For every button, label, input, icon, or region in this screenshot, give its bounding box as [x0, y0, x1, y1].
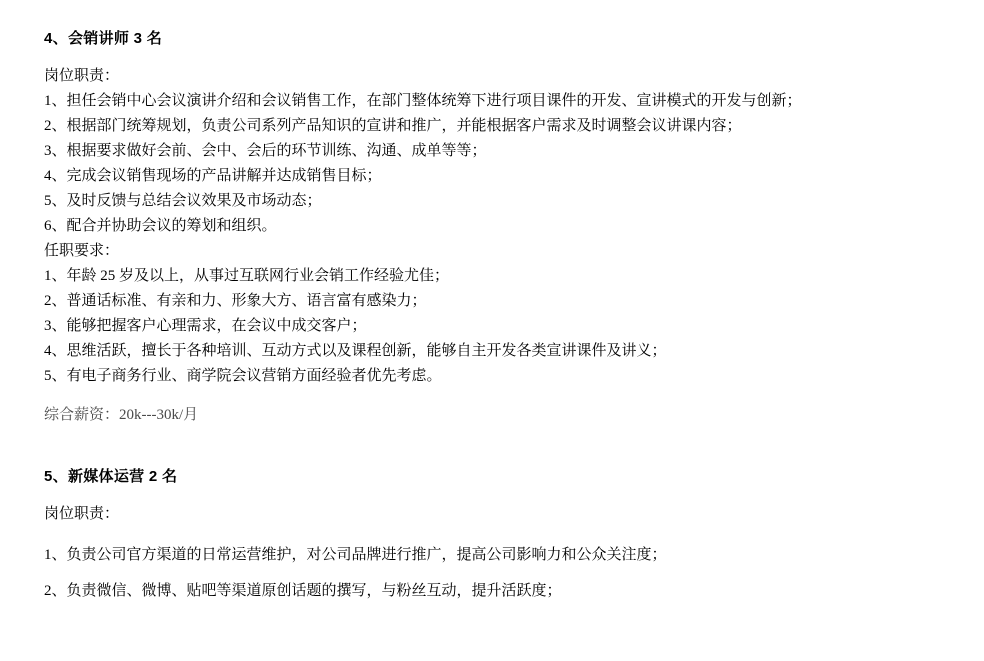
job-section-1: [44, 28, 940, 428]
duty-item: 1、负责公司官方渠道的日常运营维护，对公司品牌进行推广，提高公司影响力和公众关注度；: [44, 547, 667, 563]
requirement-item: 4、思维活跃，擅长于各种培训、互动方式以及课程创新，能够自主开发各类宣讲课件及讲义；: [44, 343, 667, 359]
requirement-item: 2、普通话标准、有亲和力、形象大方、语言富有感染力；: [44, 293, 427, 309]
requirements-label: 任职要求：: [44, 243, 120, 259]
duty-item: 5、及时反馈与总结会议效果及市场动态；: [44, 193, 322, 209]
duties-block: [44, 502, 940, 609]
duties-label: 岗位职责：: [44, 506, 120, 522]
salary-text: 综合薪资：20k---30k/月: [44, 407, 199, 423]
duties-label: 岗位职责：: [44, 68, 120, 84]
section-heading: 5、新媒体运营 2 名: [44, 468, 178, 485]
requirement-item: 3、能够把握客户心理需求，在会议中成交客户；: [44, 318, 367, 334]
line-spacer: [44, 527, 940, 537]
duty-item: 2、根据部门统筹规划，负责公司系列产品知识的宣讲和推广，并能根据客户需求及时调整会议讲课内容；: [44, 118, 742, 134]
duty-item: 6、配合并协助会议的筹划和组织。: [44, 218, 277, 234]
section-heading: 4、会销讲师 3 名: [44, 30, 163, 47]
duties-block: [44, 64, 940, 239]
duty-item: 2、负责微信、微博、贴吧等渠道原创话题的撰写，与粉丝互动，提升活跃度；: [44, 583, 562, 599]
requirement-item: 5、有电子商务行业、商学院会议营销方面经验者优先考虑。: [44, 368, 442, 384]
section-spacer: [44, 428, 940, 466]
requirement-item: 1、年龄 25 岁及以上，从事过互联网行业会销工作经验尤佳；: [44, 268, 450, 284]
requirements-block: [44, 239, 940, 389]
duty-item: 4、完成会议销售现场的产品讲解并达成销售目标；: [44, 168, 382, 184]
job-section-2: [44, 466, 940, 609]
duty-item: 1、担任会销中心会议演讲介绍和会议销售工作，在部门整体统筹下进行项目课件的开发、宣讲模式的开发与创新；: [44, 93, 802, 109]
duty-item: 3、根据要求做好会前、会中、会后的环节训练、沟通、成单等等；: [44, 143, 487, 159]
